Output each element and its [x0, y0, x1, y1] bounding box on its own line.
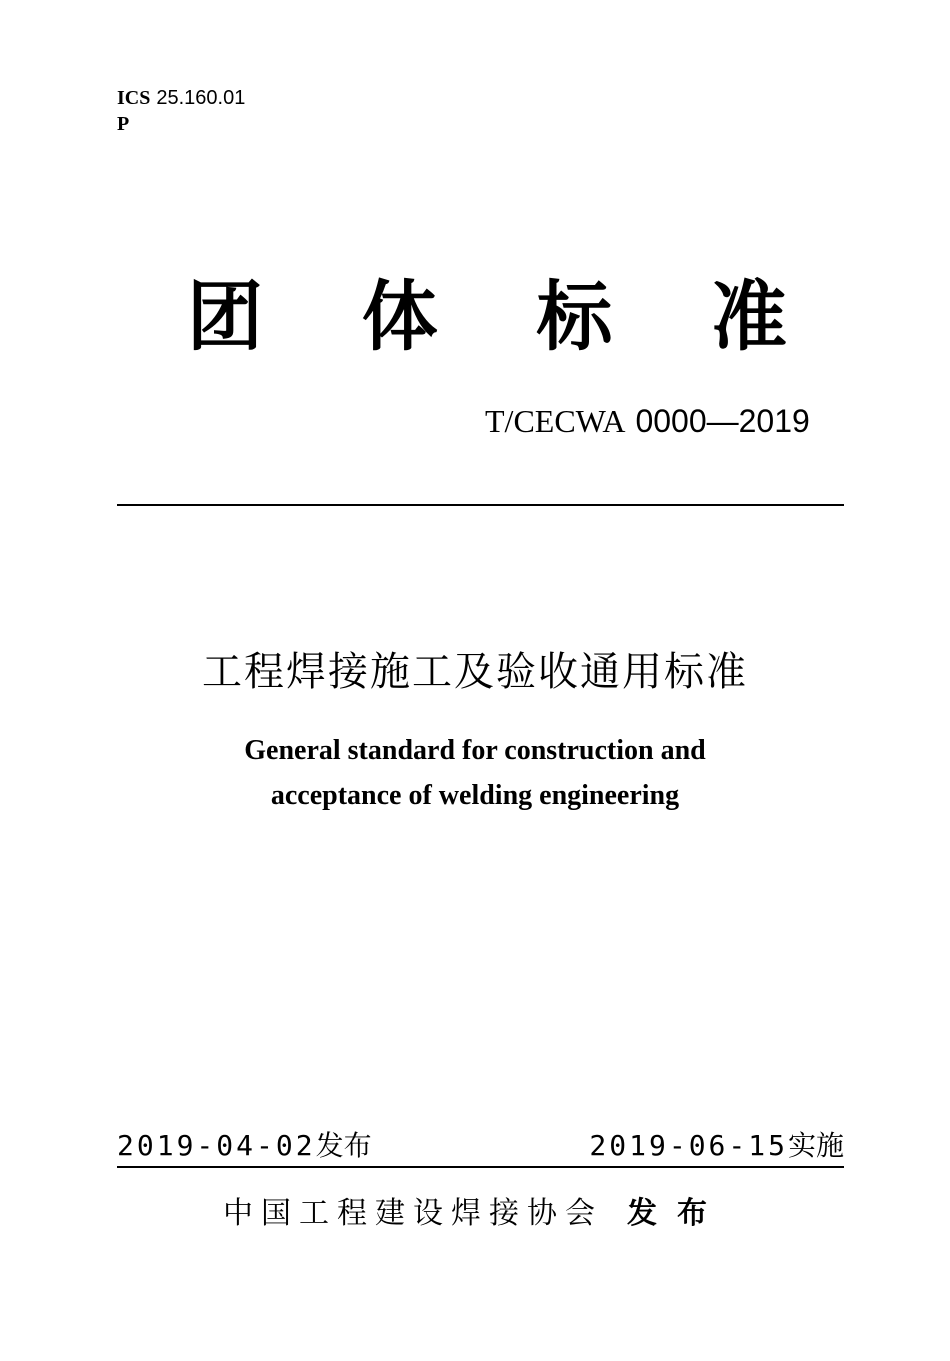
classification-code: P: [117, 113, 130, 135]
chinese-title: 工程焊接施工及验收通用标准: [202, 649, 748, 695]
publish-label: 发布: [627, 1196, 727, 1231]
implement-label: 实施: [787, 1129, 844, 1162]
issue-date-block: [117, 1124, 372, 1164]
standard-number-code: 0000—2019: [635, 403, 810, 439]
implement-date-block: [589, 1124, 844, 1164]
english-title-line-1: General standard for construction and: [244, 735, 706, 766]
ics-prefix: ICS: [117, 87, 151, 109]
header-divider: [117, 504, 844, 506]
english-title-line-2: acceptance of welding engineering: [270, 780, 680, 811]
issue-date: 2019-04-02: [117, 1129, 316, 1162]
date-row: [117, 1124, 844, 1168]
category-char-2: 体: [361, 272, 438, 361]
publisher-line: [0, 1190, 950, 1238]
category-char-3: 标: [536, 272, 613, 361]
footer-divider: [117, 1166, 844, 1168]
standard-number: [485, 401, 810, 441]
standard-number-prefix: T/CECWA: [485, 403, 626, 439]
ics-code-line: [117, 86, 245, 110]
publisher-organization: 中国工程建设焊接协会: [223, 1196, 603, 1231]
implement-date: 2019-06-15: [589, 1129, 788, 1162]
ics-number: 25.160.01: [156, 87, 246, 109]
category-char-1: 团: [187, 272, 263, 361]
category-char-4: 准: [710, 272, 787, 361]
issue-label: 发布: [315, 1129, 372, 1162]
standard-category-title: [187, 272, 787, 362]
